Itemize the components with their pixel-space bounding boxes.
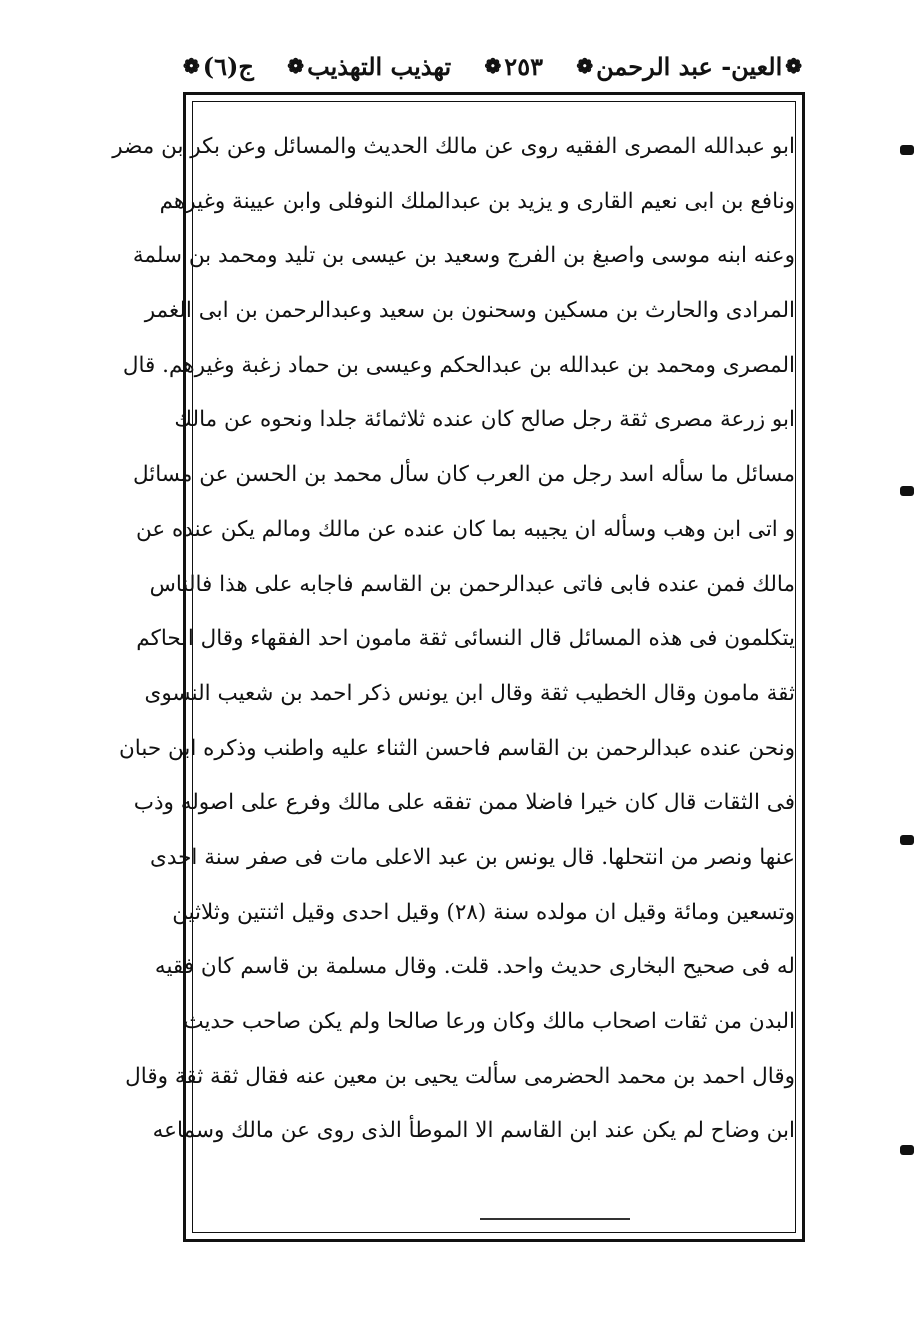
text-line: المرادی والحارث بن مسکین وسحنون بن سعید وعبدالرحمن بن ابی الغمر bbox=[144, 298, 795, 324]
bottom-rule bbox=[480, 1218, 630, 1220]
text-line: ابو زرعة مصری ثقة رجل صالح کان عنده ثلاثمائة جلدا ونحوه عن مالك bbox=[174, 407, 795, 433]
ornament-icon: ❁ bbox=[287, 54, 305, 78]
text-line: وقال احمد بن محمد الحضرمی سألت یحیی بن معین عنه فقال ثقة ثقة وقال bbox=[125, 1063, 795, 1089]
ornament-icon: ❁ bbox=[484, 54, 502, 78]
ornament-icon: ❁ bbox=[785, 54, 802, 78]
text-line: المصری ومحمد بن عبدالله بن عبدالحکم وعیسی بن حماد زغبة وغیرهم. قال bbox=[122, 352, 795, 378]
header-volume bbox=[180, 52, 254, 81]
text-line: ابن وضاح لم یکن عند ابن القاسم الا الموطأ الذی روی عن مالك وسماعه bbox=[152, 1118, 795, 1144]
text-line: له فی صحیح البخاری حدیث واحد. قلت. وقال مسلمة بن قاسم کان فقیه bbox=[154, 954, 795, 980]
text-line: مسائل ما سأله اسد رجل من العرب کان سأل محمد بن الحسن عن مسائل bbox=[132, 462, 795, 488]
header-page bbox=[482, 52, 543, 81]
text-line: و اتی ابن وهب وسأله ان یجیبه بما کان عنده عن مالك ومالم یکن عنده عن bbox=[135, 516, 795, 542]
text-line: فی الثقات قال کان خیرا فاضلا ممن تفقه علی مالك وفرع علی اصوله وذب bbox=[133, 790, 795, 816]
text-line: البدن من ثقات اصحاب مالك وکان ورعا صالحا ولم یکن صاحب حدیث bbox=[183, 1009, 795, 1034]
book-title: تهذيب التهذيب bbox=[307, 51, 452, 81]
text-line: مالك فمن عنده فابی فاتی عبدالرحمن بن القاسم فاجابه علی هذا فالناس bbox=[149, 571, 795, 597]
text-line: عنها ونصر من انتحلها. قال یونس بن عبد الاعلی مات فی صفر سنة احدی bbox=[149, 844, 795, 870]
margin-mark bbox=[900, 486, 914, 496]
text-line: ونافع بن ابی نعیم القاری و یزید بن عبدالملك النوفلی وابن عیینة وغیرهم bbox=[159, 188, 795, 214]
ornament-icon: ❁ bbox=[183, 54, 200, 78]
margin-mark bbox=[900, 145, 914, 155]
body-text bbox=[112, 120, 795, 1159]
text-line: ثقة مامون وقال الخطیب ثقة وقال ابن یونس ذکر احمد بن شعیب النسوی bbox=[144, 680, 795, 706]
text-line: وعنه ابنه موسی واصبغ بن الفرج وسعید بن عیسی بن تلید ومحمد بن سلمة bbox=[132, 243, 795, 269]
volume-label: ج(٦) bbox=[202, 51, 254, 81]
ornament-icon: ❁ bbox=[576, 54, 594, 78]
header-section bbox=[573, 52, 805, 81]
section-title: العين- عبد الرحمن bbox=[596, 51, 783, 81]
margin-mark bbox=[900, 1145, 914, 1155]
text-line: ونحن عنده عبدالرحمن بن القاسم فاحسن الثناء علیه واطنب وذکره ابن حبان bbox=[119, 735, 795, 761]
margin-mark bbox=[900, 835, 914, 845]
page-header bbox=[180, 42, 805, 90]
text-line: ابو عبدالله المصری الفقیه روی عن مالك الحدیث والمسائل وعن بکر بن مضر bbox=[112, 134, 795, 159]
text-line: وتسعین ومائة وقیل ان مولده سنة (٢٨) وقیل احدی وقیل اثنتین وثلاثین bbox=[172, 899, 795, 925]
header-title bbox=[284, 52, 451, 81]
text-line: یتکلمون فی هذه المسائل قال النسائی ثقة مامون احد الفقهاء وقال الحاکم bbox=[136, 626, 795, 652]
page-number: ٢٥٣ bbox=[504, 51, 543, 81]
